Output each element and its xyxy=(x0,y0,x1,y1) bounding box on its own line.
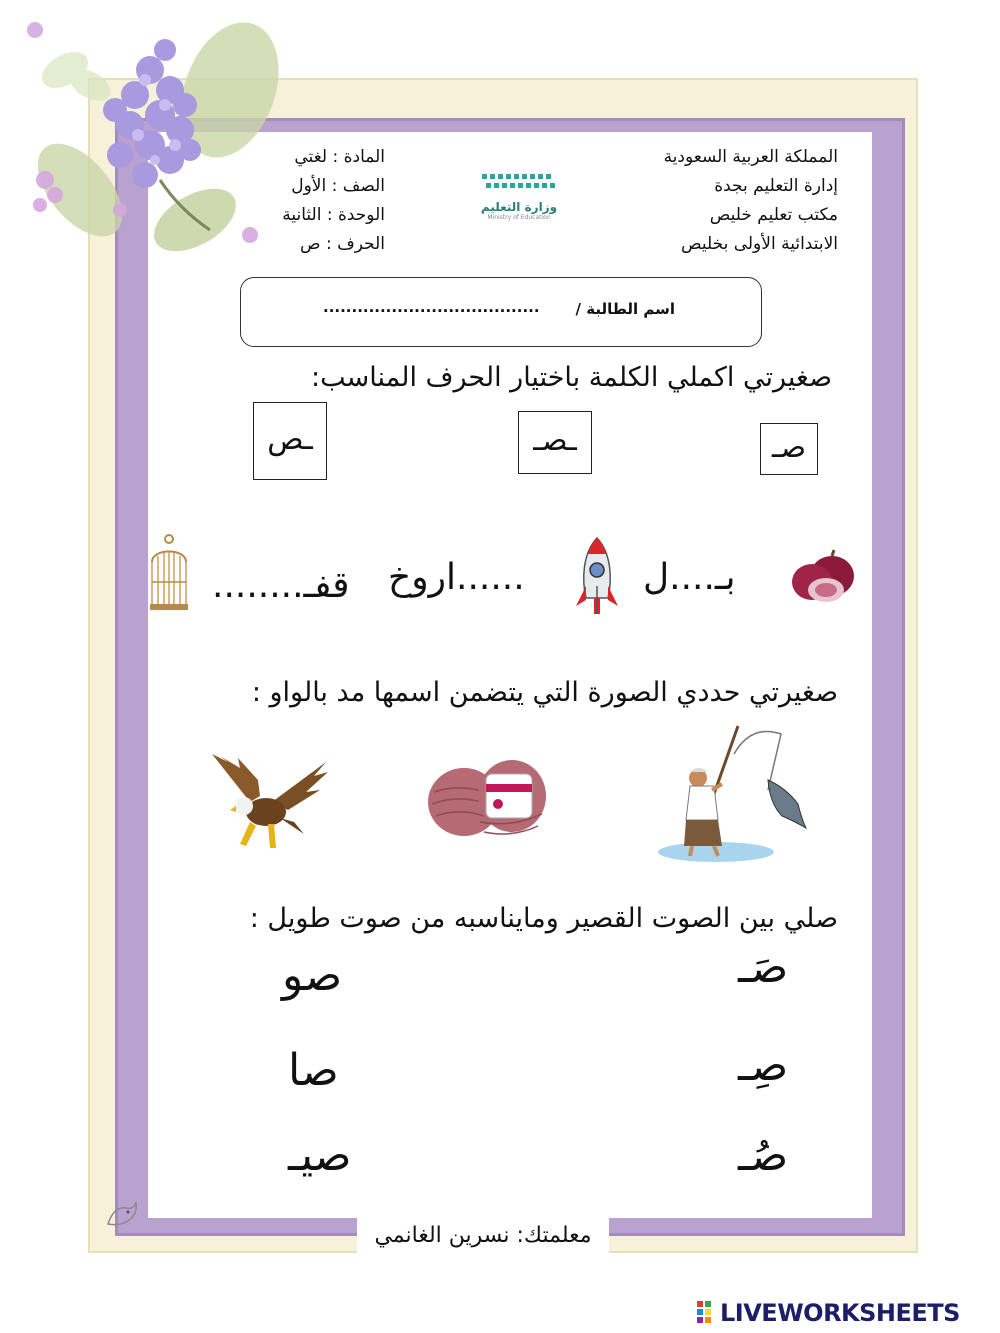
long-sound-item[interactable]: صو xyxy=(282,950,343,1001)
long-sound-item[interactable]: صا xyxy=(288,1045,339,1096)
liveworksheets-watermark xyxy=(696,1295,960,1331)
exercise2-instruction: صغيرتي حددي الصورة التي يتضمن اسمها مد بالواو : xyxy=(251,677,838,708)
student-name-box[interactable] xyxy=(240,277,762,347)
logo-subtext: Ministry of Education xyxy=(487,214,551,221)
student-name-field[interactable]: ...................................... xyxy=(323,298,540,316)
onion-image xyxy=(788,548,858,606)
short-sound-item[interactable]: صِـ xyxy=(738,1040,789,1091)
fisherman-image[interactable] xyxy=(656,724,812,864)
letter-option-box[interactable] xyxy=(518,411,592,474)
header-line: الابتدائية الأولى بخليص xyxy=(681,234,838,254)
header-line: إدارة التعليم بجدة xyxy=(714,176,838,196)
letter-option-box[interactable] xyxy=(253,402,327,480)
header-subject-info xyxy=(250,143,385,259)
ministry-logo-icon xyxy=(478,170,560,196)
word-fill-blank[interactable]: بـ....ل xyxy=(643,557,736,598)
exercise3-instruction: صلي بين الصوت القصير ومايناسبه من صوت طويل : xyxy=(249,903,838,934)
header-line: الوحدة : الثانية xyxy=(282,205,385,225)
ministry-logo xyxy=(478,170,560,232)
header-line: الصف : الأول xyxy=(291,176,385,196)
birdcage-image xyxy=(148,534,190,614)
header-line: الحرف : ص xyxy=(300,234,385,254)
header-line: المملكة العربية السعودية xyxy=(663,147,838,167)
long-sound-item[interactable]: صيـ xyxy=(288,1130,352,1181)
letter-option: صـ xyxy=(771,430,807,465)
header-line: مكتب تعليم خليص xyxy=(709,205,838,225)
eagle-image[interactable] xyxy=(210,752,330,856)
exercise1-instruction: صغيرتي اكملي الكلمة باختيار الحرف المناسب: xyxy=(311,362,832,393)
word-fill-blank[interactable]: قفـ........ xyxy=(212,565,350,606)
header-line: المادة : لغتي xyxy=(294,147,385,167)
watermark-text: LIVEWORKSHEETS xyxy=(720,1299,960,1327)
letter-option-box[interactable] xyxy=(760,423,818,475)
word-fill-blank[interactable]: ......اروخ xyxy=(388,557,525,598)
logo-text: وزارة التعليم xyxy=(480,200,558,214)
student-name-label: اسم الطالبة / xyxy=(575,300,675,318)
short-sound-item[interactable]: صَـ xyxy=(738,942,789,993)
letter-option: ـصـ xyxy=(533,423,577,458)
letter-option: ـص xyxy=(267,422,313,457)
yarn-image[interactable] xyxy=(424,752,554,842)
bird-ornament-icon xyxy=(104,1198,140,1230)
teacher-name: معلمتك: نسرين الغانمي xyxy=(357,1216,609,1256)
header-school-info xyxy=(600,143,838,259)
liveworksheets-logo-icon xyxy=(696,1299,720,1327)
short-sound-item[interactable]: صُـ xyxy=(738,1130,789,1181)
rocket-image xyxy=(572,536,622,616)
